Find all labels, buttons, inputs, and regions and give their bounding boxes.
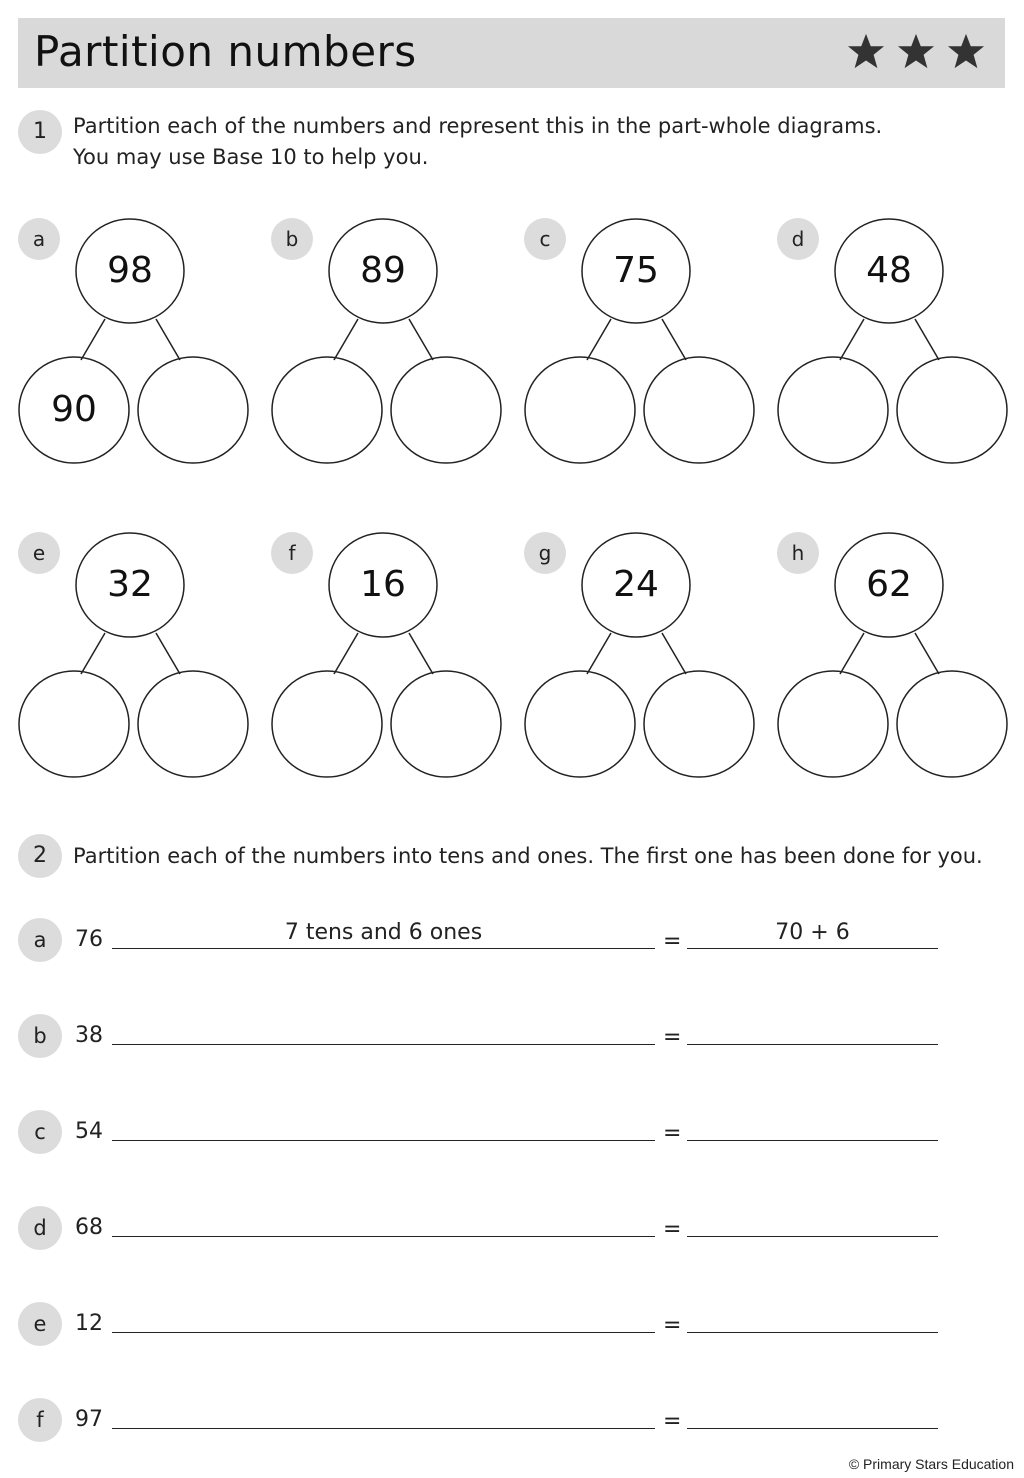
partition-row [18, 1110, 948, 1154]
whole-value: 62 [866, 564, 912, 605]
part-right-field[interactable] [643, 670, 755, 778]
part-whole-diagram [524, 218, 764, 478]
part-left-field[interactable] [271, 356, 383, 464]
part-left-field[interactable] [271, 670, 383, 778]
sum-answer: 70 + 6 [775, 920, 850, 945]
words-answer-line[interactable] [112, 948, 655, 949]
equals-sign: = [663, 929, 682, 954]
row-label: a [18, 918, 62, 962]
diagram-label: a [18, 218, 60, 260]
partition-row [18, 1302, 948, 1346]
sum-answer-line[interactable] [687, 1140, 938, 1141]
row-label: d [18, 1206, 62, 1250]
row-label: c [18, 1110, 62, 1154]
equals-sign: = [663, 1025, 682, 1050]
question-1-instruction-line2: You may use Base 10 to help you. [73, 145, 429, 169]
part-whole-diagram [18, 218, 258, 478]
question-number-1: 1 [18, 110, 62, 154]
part-whole-diagram [271, 218, 511, 478]
question-1-instruction: Partition each of the numbers and represent this in the part-whole diagrams. [73, 114, 883, 138]
diagram-label: c [524, 218, 566, 260]
part-right-field[interactable] [137, 670, 249, 778]
diagram-label: b [271, 218, 313, 260]
whole-value: 16 [360, 564, 406, 605]
sum-answer-line[interactable] [687, 1236, 938, 1237]
row-number: 76 [75, 927, 103, 952]
words-answer-line[interactable] [112, 1044, 655, 1045]
diagram-label: g [524, 532, 566, 574]
sum-answer-line[interactable] [687, 1044, 938, 1045]
star-icon [847, 32, 885, 70]
part-right-field[interactable] [896, 356, 1008, 464]
row-number: 38 [75, 1023, 103, 1048]
question-number-2: 2 [18, 834, 62, 878]
star-icon [947, 32, 985, 70]
question-2-instruction: Partition each of the numbers into tens and ones. The first one has been done for you. [73, 844, 983, 868]
row-number: 12 [75, 1311, 103, 1336]
title-bar [18, 18, 1005, 88]
part-right-field[interactable] [390, 670, 502, 778]
part-right-field[interactable] [390, 356, 502, 464]
part-whole-diagram [777, 532, 1017, 792]
page-title: Partition numbers [34, 27, 417, 76]
diagram-label: f [271, 532, 313, 574]
row-number: 68 [75, 1215, 103, 1240]
whole-value: 48 [866, 250, 912, 291]
part-right-field[interactable] [643, 356, 755, 464]
whole-value: 98 [107, 250, 153, 291]
sum-answer-line[interactable] [687, 1332, 938, 1333]
part-left-field[interactable] [524, 356, 636, 464]
diagram-label: e [18, 532, 60, 574]
partition-row [18, 918, 948, 962]
whole-value: 75 [613, 250, 659, 291]
partition-row [18, 1398, 948, 1442]
words-answer: 7 tens and 6 ones [284, 920, 483, 945]
part-left-field[interactable] [777, 356, 889, 464]
part-whole-diagram [18, 532, 258, 792]
equals-sign: = [663, 1121, 682, 1146]
part-left-field[interactable]: 90 [51, 389, 97, 430]
whole-value: 32 [107, 564, 153, 605]
copyright-footer: © Primary Stars Education [848, 1456, 1014, 1472]
row-number: 54 [75, 1119, 103, 1144]
star-icon [897, 32, 935, 70]
part-right-field[interactable] [137, 356, 249, 464]
row-number: 97 [75, 1407, 103, 1432]
words-answer-line[interactable] [112, 1332, 655, 1333]
part-right-field[interactable] [896, 670, 1008, 778]
part-whole-diagram [777, 218, 1017, 478]
whole-value: 24 [613, 564, 659, 605]
equals-sign: = [663, 1409, 682, 1434]
equals-sign: = [663, 1217, 682, 1242]
diagram-label: h [777, 532, 819, 574]
partition-row [18, 1014, 948, 1058]
sum-answer-line[interactable] [687, 1428, 938, 1429]
part-whole-diagram [524, 532, 764, 792]
part-whole-diagram [271, 532, 511, 792]
part-left-field[interactable] [524, 670, 636, 778]
sum-answer-line[interactable] [687, 948, 938, 949]
diagram-label: d [777, 218, 819, 260]
words-answer-line[interactable] [112, 1140, 655, 1141]
partition-row [18, 1206, 948, 1250]
part-left-field[interactable] [18, 670, 130, 778]
words-answer-line[interactable] [112, 1428, 655, 1429]
row-label: f [18, 1398, 62, 1442]
row-label: b [18, 1014, 62, 1058]
part-left-field[interactable] [777, 670, 889, 778]
equals-sign: = [663, 1313, 682, 1338]
row-label: e [18, 1302, 62, 1346]
whole-value: 89 [360, 250, 406, 291]
words-answer-line[interactable] [112, 1236, 655, 1237]
difficulty-stars [847, 32, 985, 70]
